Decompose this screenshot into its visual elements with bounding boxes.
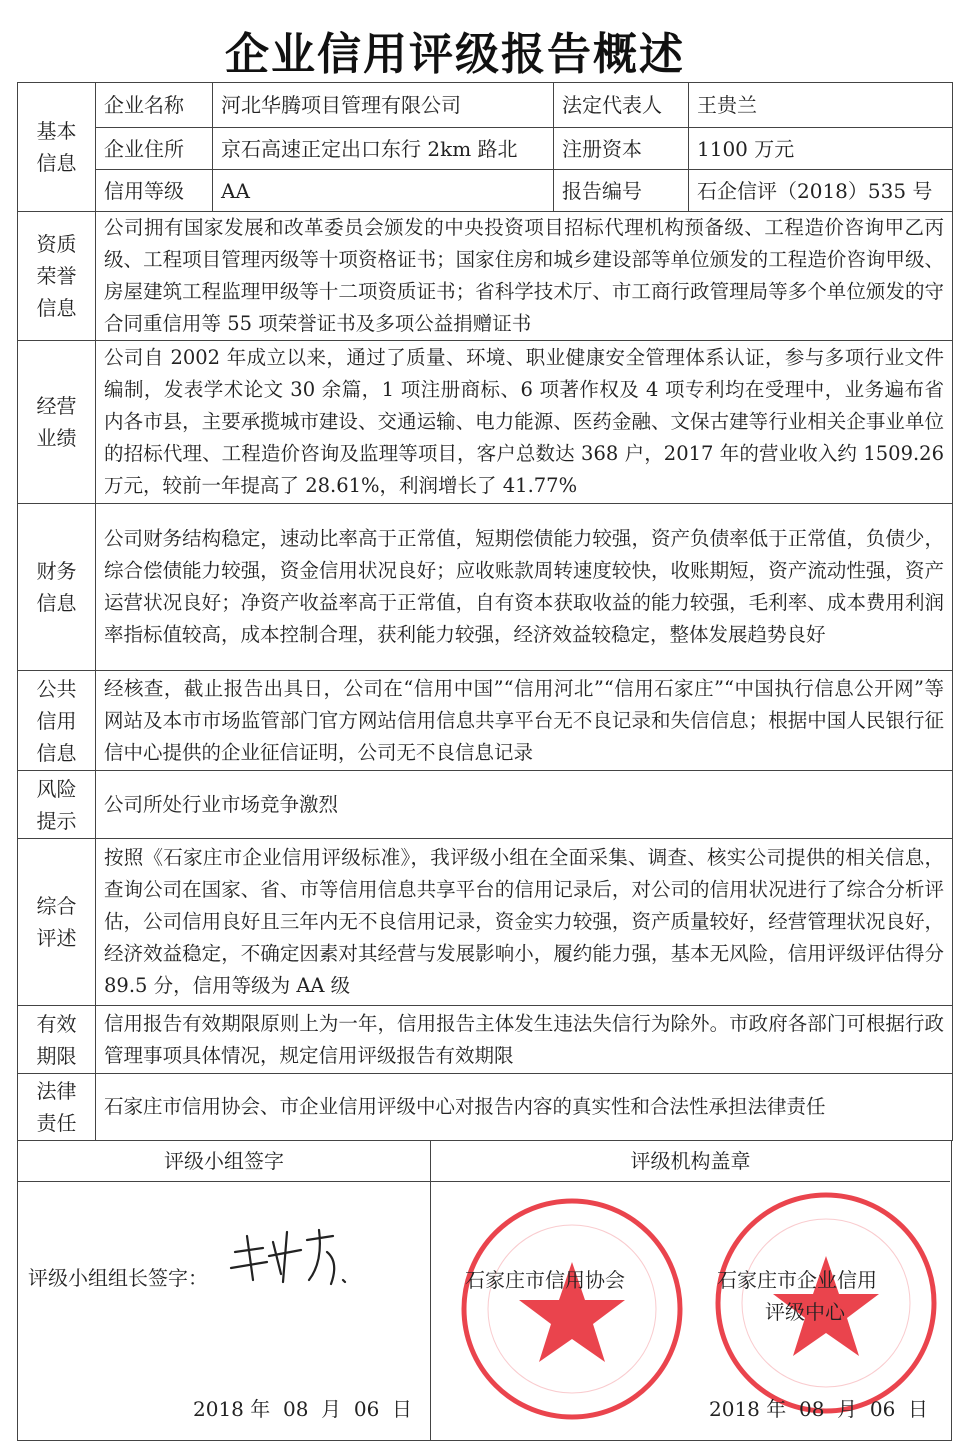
page-title: 企业信用评级报告概述 (225, 29, 685, 80)
basic-row-2 (18, 128, 953, 170)
section-row (18, 1006, 953, 1074)
basic-row-1 (18, 83, 953, 128)
section-text: 公司拥有国家发展和改革委员会颁发的中央投资项目招标代理机构预备级、工程造价咨询甲乙丙级、工程项目管理丙级等十项资格证书；国家住房和城乡建设部等单位颁发的工程造价咨询甲级、房屋建筑工程监理甲级等十二项资质证书；省科学技术厅、市工商行政管理局等多个单位颁发的守合同重信用等 55 项荣誉证书及多项公益捐赠证书 (96, 212, 953, 341)
section-label: 资质荣誉信息 (18, 212, 96, 341)
report-no-label: 报告编号 (554, 170, 689, 212)
section-label: 法律责任 (18, 1074, 96, 1141)
group-signature-cell (18, 1182, 430, 1440)
report-table (17, 82, 953, 1141)
rep-label: 法定代表人 (554, 83, 689, 128)
group-signature-header: 评级小组签字 (18, 1141, 430, 1182)
section-text: 经核查，截止报告出具日，公司在“信用中国”“信用河北”“信用石家庄”“中国执行信息公开网”等网站及本市市场监管部门官方网站信用信息共享平台无不良记录和失信信息；根据中国人民银行征信中心提供的企业征信证明，公司无不良信息记录 (96, 671, 953, 771)
org-name-credit-association: 石家庄市信用协会 (465, 1268, 625, 1292)
company-address: 京石高速正定出口东行 2km 路北 (213, 128, 554, 170)
org-seal-header: 评级机构盖章 (431, 1141, 950, 1182)
org-name-rating-center-line1: 石家庄市企业信用 (717, 1268, 877, 1292)
section-text: 公司自 2002 年成立以来，通过了质量、环境、职业健康安全管理体系认证，参与多项行业文件编制，发表学术论文 30 余篇，1 项注册商标、6 项著作权及 4 项专利均在受理中，业务遍布省内各市县，主要承揽城市建设、交通运输、电力能源、医药金融、文保古建等行业相关企事业单位的招标代理、工程造价咨询及监理等项目，客户总数达 368 户，2017 年的营业收入约 1509.26 万元，较前一年提高了 28.61%，利润增长了 41.77% (96, 341, 953, 504)
section-label: 综合评述 (18, 839, 96, 1006)
signature-section (17, 1141, 952, 1441)
report-form (17, 82, 952, 1441)
credit-grade: AA (213, 170, 554, 212)
name-label: 企业名称 (96, 83, 213, 128)
basic-row-3 (18, 170, 953, 212)
section-label: 风险提示 (18, 771, 96, 839)
section-label-basic: 基本信息 (18, 83, 96, 212)
address-label: 企业住所 (96, 128, 213, 170)
group-signature-column (18, 1141, 431, 1440)
section-row (18, 771, 953, 839)
section-text: 石家庄市信用协会、市企业信用评级中心对报告内容的真实性和合法性承担法律责任 (96, 1074, 953, 1141)
section-label: 公共信用信息 (18, 671, 96, 771)
section-row (18, 504, 953, 671)
handwritten-signature (223, 1222, 353, 1292)
company-name: 河北华腾项目管理有限公司 (213, 83, 554, 128)
legal-representative: 王贵兰 (689, 83, 953, 128)
section-text: 信用报告有效期限原则上为一年，信用报告主体发生违法失信行为除外。市政府各部门可根据行政管理事项具体情况，规定信用评级报告有效期限 (96, 1006, 953, 1074)
seal-stamp-credit-association (457, 1194, 687, 1424)
org-seal-column (431, 1141, 950, 1440)
section-label: 财务信息 (18, 504, 96, 671)
section-row (18, 839, 953, 1006)
org-name-rating-center-line2: 评级中心 (765, 1300, 845, 1324)
capital-label: 注册资本 (554, 128, 689, 170)
date-left: 2018 年 08 月 06 日 (193, 1397, 413, 1421)
section-label: 经营业绩 (18, 341, 96, 504)
section-row (18, 212, 953, 341)
section-row (18, 341, 953, 504)
date-right: 2018 年 08 月 06 日 (709, 1397, 929, 1421)
section-row (18, 1074, 953, 1141)
section-text: 按照《石家庄市企业信用评级标准》，我评级小组在全面采集、调查、核实公司提供的相关信息，查询公司在国家、省、市等信用信息共享平台的信用记录后，对公司的信用状况进行了综合分析评估，公司信用良好且三年内无不良信用记录，资金实力较强，资产质量较好，经营管理状况良好，经济效益稳定，不确定因素对其经营与发展影响小，履约能力强，基本无风险，信用评级评估得分 89.5 分，信用等级为 AA 级 (96, 839, 953, 1006)
grade-label: 信用等级 (96, 170, 213, 212)
section-label: 有效期限 (18, 1006, 96, 1074)
section-text: 公司所处行业市场竞争激烈 (96, 771, 953, 839)
registered-capital: 1100 万元 (689, 128, 953, 170)
org-seal-cell (431, 1182, 950, 1440)
section-row (18, 671, 953, 771)
report-number: 石企信评（2018）535 号 (689, 170, 953, 212)
section-text: 公司财务结构稳定，速动比率高于正常值，短期偿债能力较强，资产负债率低于正常值，负债少，综合偿债能力较强，资金信用状况良好；应收账款周转速度较快，收账期短，资产流动性强，资产运营状况良好；净资产收益率高于正常值，自有资本获取收益的能力较强，毛利率、成本费用利润率指标值较高，成本控制合理，获利能力较强，经济效益较稳定，整体发展趋势良好 (96, 504, 953, 671)
leader-signature-label: 评级小组组长签字： (28, 1266, 208, 1290)
